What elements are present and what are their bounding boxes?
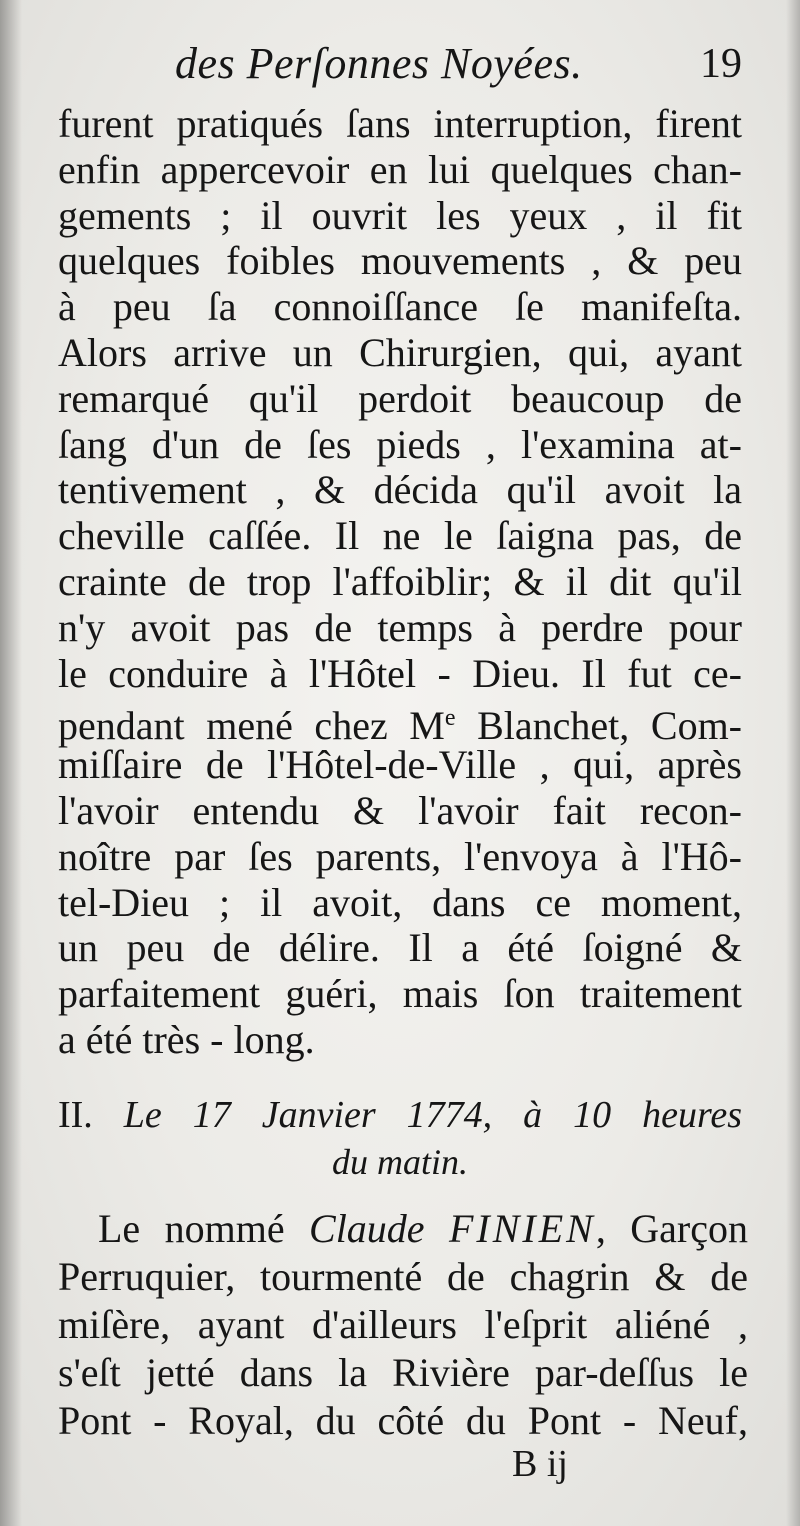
text-line: à peu ſa connoiſſance ſe manifeſta. [58,284,742,330]
text-line: s'eſt jetté dans la Rivière par-deſſus le [58,1350,748,1395]
text-line: le conduire à l'Hôtel - Dieu. Il fut ce- [58,650,742,696]
section-time: du matin. [331,1142,468,1182]
page-header [175,38,742,98]
text-line: un peu de délire. Il a été ſoigné & [58,925,742,971]
text-fragment: Le nommé [98,1206,310,1251]
text-line: Pont - Royal, du côté du Pont - Neuf, [58,1398,748,1443]
section-heading [58,1093,742,1138]
text-line: enfin appercevoir en lui quelques chan- [58,146,742,192]
text-line: tel-Dieu ; il avoit, dans ce moment, [58,879,742,925]
text-line: gements ; il ouvrit les yeux , il fit [58,192,742,238]
person-name: Claude [309,1206,425,1251]
text-line: tentivement , & décida qu'il avoit la [58,467,742,513]
text-fragment: , Garçon [595,1206,748,1251]
text-line [58,696,743,749]
text-line: a été très - long. [58,1016,315,1062]
page-number: 19 [700,41,742,87]
text-line: crainte de trop l'affoiblir; & il dit qu'il [58,558,742,604]
text-line: ſang d'un de ſes pieds , l'examina at- [58,421,742,467]
text-line: Perruquier, tourmenté de chagrin & de [58,1254,748,1299]
text-line [58,1205,748,1253]
person-surname: FINIEN [448,1206,596,1251]
superscript: e [444,705,456,732]
text-line: n'y avoit pas de temps à perdre pour [58,604,742,650]
text-fragment: pendant mené chez M [58,703,445,749]
text-line: noître par ſes parents, l'envoya à l'Hô- [58,833,742,879]
paragraph-2 [58,1205,748,1445]
signature-mark: B ij [512,1443,568,1485]
paragraph-1 [58,101,742,1063]
running-title: des Perſonnes Noyées. [175,39,583,88]
section-number: II. [58,1094,93,1136]
text-line: quelques foibles mouvements , & peu [58,238,742,284]
text-line: cheville caſſée. Il ne le ſaigna pas, de [58,513,742,559]
text-line: parfaitement guéri, mais ſon traitement [58,971,742,1017]
text-line: Alors arrive un Chirurgien, qui, ayant [58,329,742,375]
text-fragment: Blanchet, Com- [455,703,743,749]
text-line: miſère, ayant d'ailleurs l'eſprit aliéné , [58,1302,748,1347]
text-line: furent pratiqués ſans interruption, firent [58,101,742,146]
text-line: miſſaire de l'Hôtel-de-Ville , qui, après [58,742,742,788]
text-line: remarqué qu'il perdoit beaucoup de [58,375,742,421]
text-line: l'avoir entendu & l'avoir fait recon- [58,787,742,833]
section-date: Le 17 Janvier 1774, à 10 heures [123,1094,743,1136]
